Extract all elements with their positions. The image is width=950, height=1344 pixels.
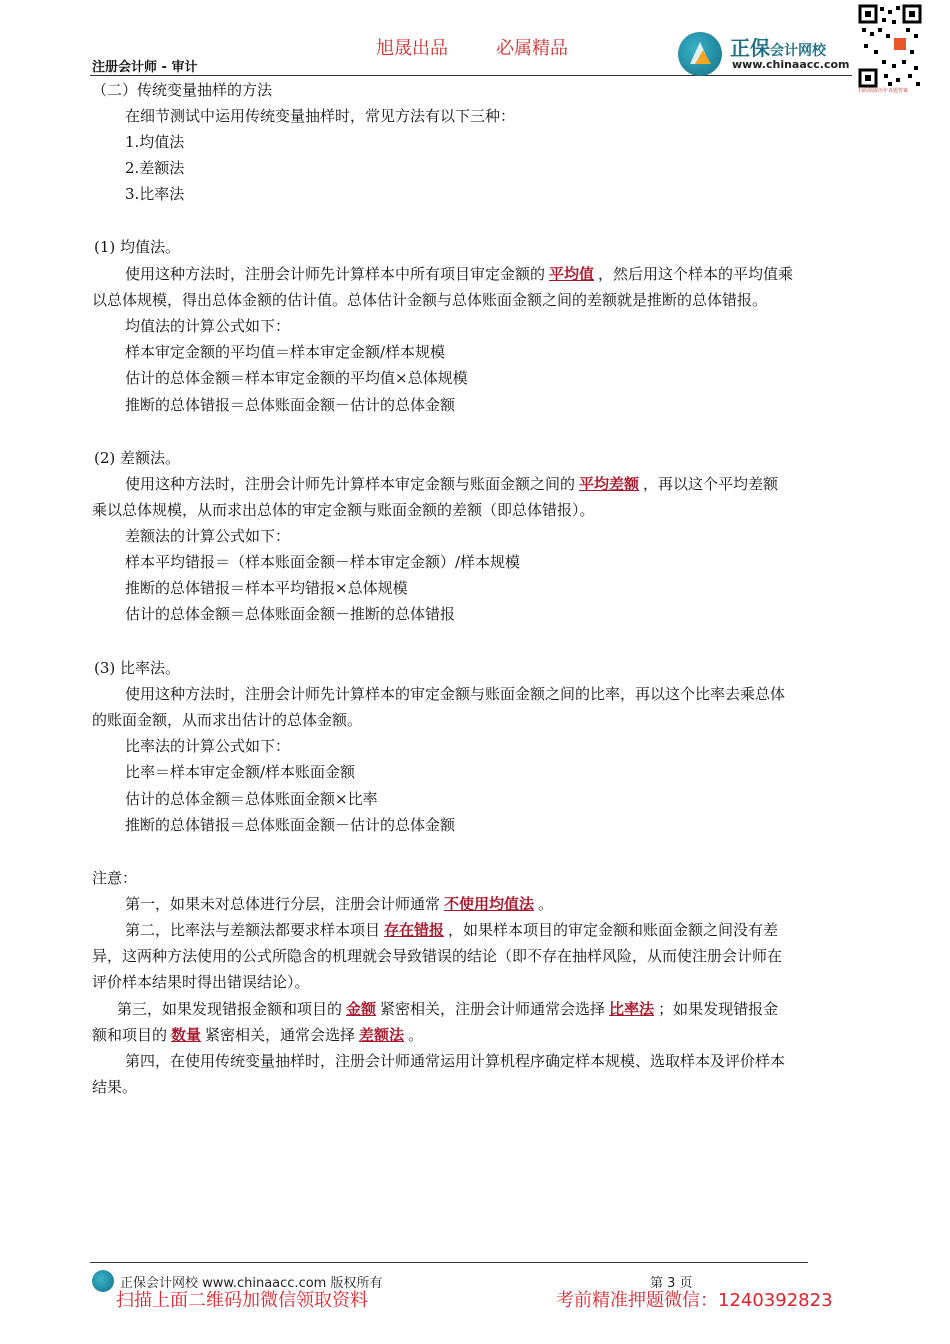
list-item: 2.差额法 — [125, 159, 185, 177]
keyword-highlight: 存在错报 — [384, 921, 445, 939]
notes-title: 注意： — [92, 869, 138, 887]
note-paragraph: 第二，比率法与差额法都要求样本项目 存在错报 ，如果样本项目的审定金额和账面金额之间没有差 — [125, 921, 779, 939]
keyword-highlight: 平均值 — [549, 265, 595, 283]
formula-heading: 均值法的计算公式如下： — [125, 317, 291, 335]
header-slogan-right: 必属精品 — [496, 38, 568, 59]
formula: 估计的总体金额＝总体账面金额－推断的总体错报 — [125, 605, 456, 623]
footer-promo-right: 考前精准押题微信：1240392823 — [556, 1290, 833, 1311]
header-slogan-left: 旭晟出品 — [376, 38, 448, 59]
note-paragraph: 额和项目的 数量 紧密相关，通常会选择 差额法 。 — [92, 1026, 424, 1044]
logo-name: 正保会计网校 — [730, 36, 826, 60]
method-paragraph: 的账面金额，从而求出估计的总体金额。 — [92, 711, 363, 729]
formula: 样本审定金额的平均值＝样本审定金额/样本规模 — [125, 343, 446, 361]
method-paragraph: 乘以总体规模，从而求出总体的审定金额与账面金额的差额（即总体错报）。 — [92, 501, 595, 519]
note-paragraph: 结果。 — [92, 1078, 138, 1096]
keyword-highlight: 差额法 — [359, 1026, 405, 1044]
list-item: 3.比率法 — [125, 185, 185, 203]
section-title: （二）传统变量抽样的方法 — [92, 81, 273, 99]
formula: 样本平均错报＝（样本账面金额－样本审定金额）/样本规模 — [125, 553, 521, 571]
formula: 估计的总体金额＝样本审定金额的平均值×总体规模 — [125, 369, 468, 387]
keyword-highlight: 不使用均值法 — [444, 895, 535, 913]
brand-logo[interactable] — [678, 30, 858, 78]
method-paragraph: 使用这种方法时，注册会计师先计算样本的审定金额与账面金额之间的比率，再以这个比率去乘总体 — [125, 685, 786, 703]
formula: 推断的总体错报＝样本平均错报×总体规模 — [125, 579, 408, 597]
note-paragraph: 第一，如果未对总体进行分层，注册会计师通常 不使用均值法 。 — [125, 895, 554, 913]
footer-logo-icon — [92, 1270, 114, 1292]
method-title: (3) 比率法。 — [94, 659, 181, 677]
logo-mark-icon — [678, 32, 722, 76]
keyword-highlight: 平均差额 — [579, 475, 640, 493]
keyword-highlight: 数量 — [171, 1026, 202, 1044]
keyword-highlight: 比率法 — [609, 1000, 655, 1018]
footer-promo-left: 扫描上面二维码加微信领取资料 — [116, 1290, 368, 1311]
footer-divider — [90, 1262, 808, 1263]
logo-url: www.chinaacc.com — [732, 58, 850, 71]
page-number: 第 3 页 — [650, 1276, 693, 1291]
footer-copyright: 正保会计网校 www.chinaacc.com 版权所有 — [120, 1276, 383, 1291]
list-item: 1.均值法 — [125, 133, 185, 151]
note-paragraph: 第三，如果发现错报金额和项目的 金额 紧密相关，注册会计师通常会选择 比率法 ；如果发现错报金 — [117, 1000, 779, 1018]
formula: 推断的总体错报＝总体账面金额－估计的总体金额 — [125, 816, 456, 834]
method-title: (2) 差额法。 — [94, 449, 181, 467]
note-paragraph: 评价样本结果时得出错误结论）。 — [92, 973, 310, 991]
formula: 推断的总体错报＝总体账面金额－估计的总体金额 — [125, 396, 456, 414]
qr-code-icon — [858, 4, 922, 88]
method-paragraph: 使用这种方法时，注册会计师先计算样本审定金额与账面金额之间的 平均差额 ，再以这个平均差额 — [125, 475, 779, 493]
method-paragraph: 使用这种方法时，注册会计师先计算样本中所有项目审定金额的 平均值 ，然后用这个样本的平均值乘 — [125, 265, 794, 283]
method-title: (1) 均值法。 — [94, 238, 181, 256]
qr-note: 扫码领取历年真题答案 — [858, 88, 909, 94]
note-paragraph: 异，这两种方法使用的公式所隐含的机理就会导致错误的结论（即不存在抽样风险，从而使注册会计师在 — [92, 947, 783, 965]
formula: 估计的总体金额＝总体账面金额×比率 — [125, 790, 378, 808]
header-subject: 注册会计师 - 审计 — [92, 60, 198, 75]
method-paragraph: 以总体规模，得出总体金额的估计值。总体估计金额与总体账面金额之间的差额就是推断的总体错报。 — [92, 291, 768, 309]
keyword-highlight: 金额 — [346, 1000, 377, 1018]
formula-heading: 差额法的计算公式如下： — [125, 527, 291, 545]
formula: 比率＝样本审定金额/样本账面金额 — [125, 763, 356, 781]
intro-text: 在细节测试中运用传统变量抽样时，常见方法有以下三种： — [125, 107, 516, 125]
formula-heading: 比率法的计算公式如下： — [125, 737, 291, 755]
note-paragraph: 第四，在使用传统变量抽样时，注册会计师通常运用计算机程序确定样本规模、选取样本及评价样本 — [125, 1052, 786, 1070]
